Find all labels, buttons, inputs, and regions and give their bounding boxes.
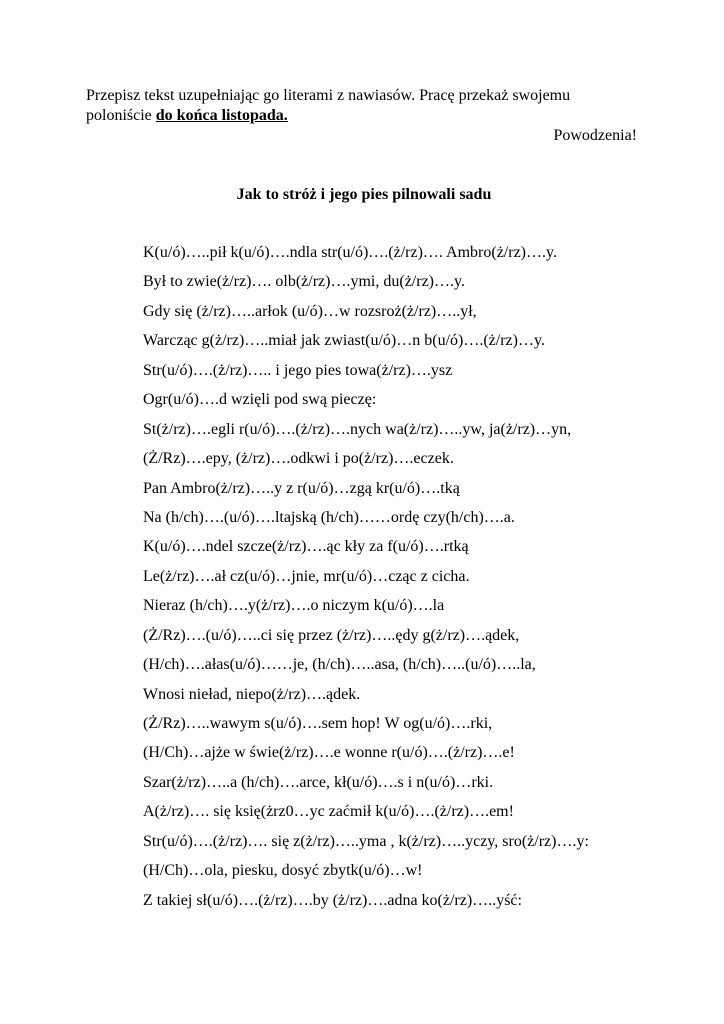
poem-line: (H/ch)….ałas(u/ó)……je, (h/ch)…..asa, (h/ch)…..(u/ó)…..la, <box>143 656 536 674</box>
poem-body <box>143 243 703 920</box>
deadline-text: do końca listopada. <box>155 107 288 124</box>
poem-line: Gdy się (ż/rz)…..arłok (u/ó)…w rozsroż(ż/rz)…..ył, <box>143 302 477 320</box>
poem-line: A(ż/rz)…. się księ(żrz0…yc zaćmił k(u/ó)….(ż/rz)….em! <box>143 803 514 821</box>
poem-line: Pan Ambro(ż/rz)…..y z r(u/ó)…zgą kr(u/ó)….tką <box>143 479 460 497</box>
poem-line: Na (h/ch)….(u/ó)….ltajską (h/ch)……ordę czy(h/ch)….a. <box>143 508 515 526</box>
poem-line: Z takiej sł(u/ó)….(ż/rz)….by (ż/rz)….adna ko(ż/rz)…..yść: <box>143 891 522 909</box>
poem-line: K(u/ó)…..pił k(u/ó)….ndla str(u/ó)….(ż/rz)…. Ambro(ż/rz)….y. <box>143 244 557 261</box>
poem-line: Był to zwie(ż/rz)…. olb(ż/rz)….ymi, du(ż/rz)….y. <box>143 273 465 291</box>
poem-line: Str(u/ó)….(ż/rz)….. i jego pies towa(ż/rz)….ysz <box>143 361 453 379</box>
poem-line: (H/Ch)…ajże w świe(ż/rz)….e wonne r(u/ó)….(ż/rz)….e! <box>143 744 515 762</box>
poem-line: Wnosi nieład, niepo(ż/rz)….ądek. <box>143 685 361 703</box>
poem-line: Warcząc g(ż/rz)…..miał jak zwiast(u/ó)…n b(u/ó)….(ż/rz)…y. <box>143 332 545 350</box>
instruction-line-1: Przepisz tekst uzupełniając go literami z nawiasów. Pracę przekaż swojemu <box>86 87 571 104</box>
poem-line: (Ż/Rz)….epy, (ż/rz)….odkwi i po(ż/rz)….eczek. <box>143 450 454 468</box>
poem-title: Jak to stróż i jego pies pilnowali sadu <box>236 186 492 203</box>
poem-line: Str(u/ó)….(ż/rz)…. się z(ż/rz)…..yma , k(ż/rz)…..yczy, sro(ż/rz)….y: <box>143 832 589 850</box>
poem-line: Szar(ż/rz)…..a (h/ch)….arce, kł(u/ó)….s i n(u/ó)…rki. <box>143 773 494 791</box>
signoff-text: Powodzenia! <box>553 127 637 144</box>
poem-line: Ogr(u/ó)….d wzięli pod swą pieczę: <box>143 391 377 409</box>
poem-line: Le(ż/rz)….ał cz(u/ó)…jnie, mr(u/ó)…cząc z cicha. <box>143 567 470 585</box>
poem-line: Nieraz (h/ch)….y(ż/rz)….o niczym k(u/ó)….la <box>143 597 445 615</box>
instruction-line-2-prefix: poloniście <box>86 107 156 124</box>
instruction-line-2 <box>86 106 646 126</box>
poem-line: (Ż/Rz)….(u/ó)…..ci się przez (ż/rz)…..ędy g(ż/rz)….ądek, <box>143 626 520 644</box>
instruction-text <box>86 86 646 126</box>
poem-line: (H/Ch)…ola, piesku, dosyć zbytk(u/ó)…w! <box>143 862 423 880</box>
poem-line: K(u/ó)….ndel szcze(ż/rz)….ąc kły za f(u/ó)….rtką <box>143 538 469 556</box>
poem-line: St(ż/rz)….egli r(u/ó)….(ż/rz)….nych wa(ż/rz)…..yw, ja(ż/rz)…yn, <box>143 420 572 438</box>
poem-line: (Ż/Rz)…..wawym s(u/ó)….sem hop! W og(u/ó)….rki, <box>143 715 493 732</box>
